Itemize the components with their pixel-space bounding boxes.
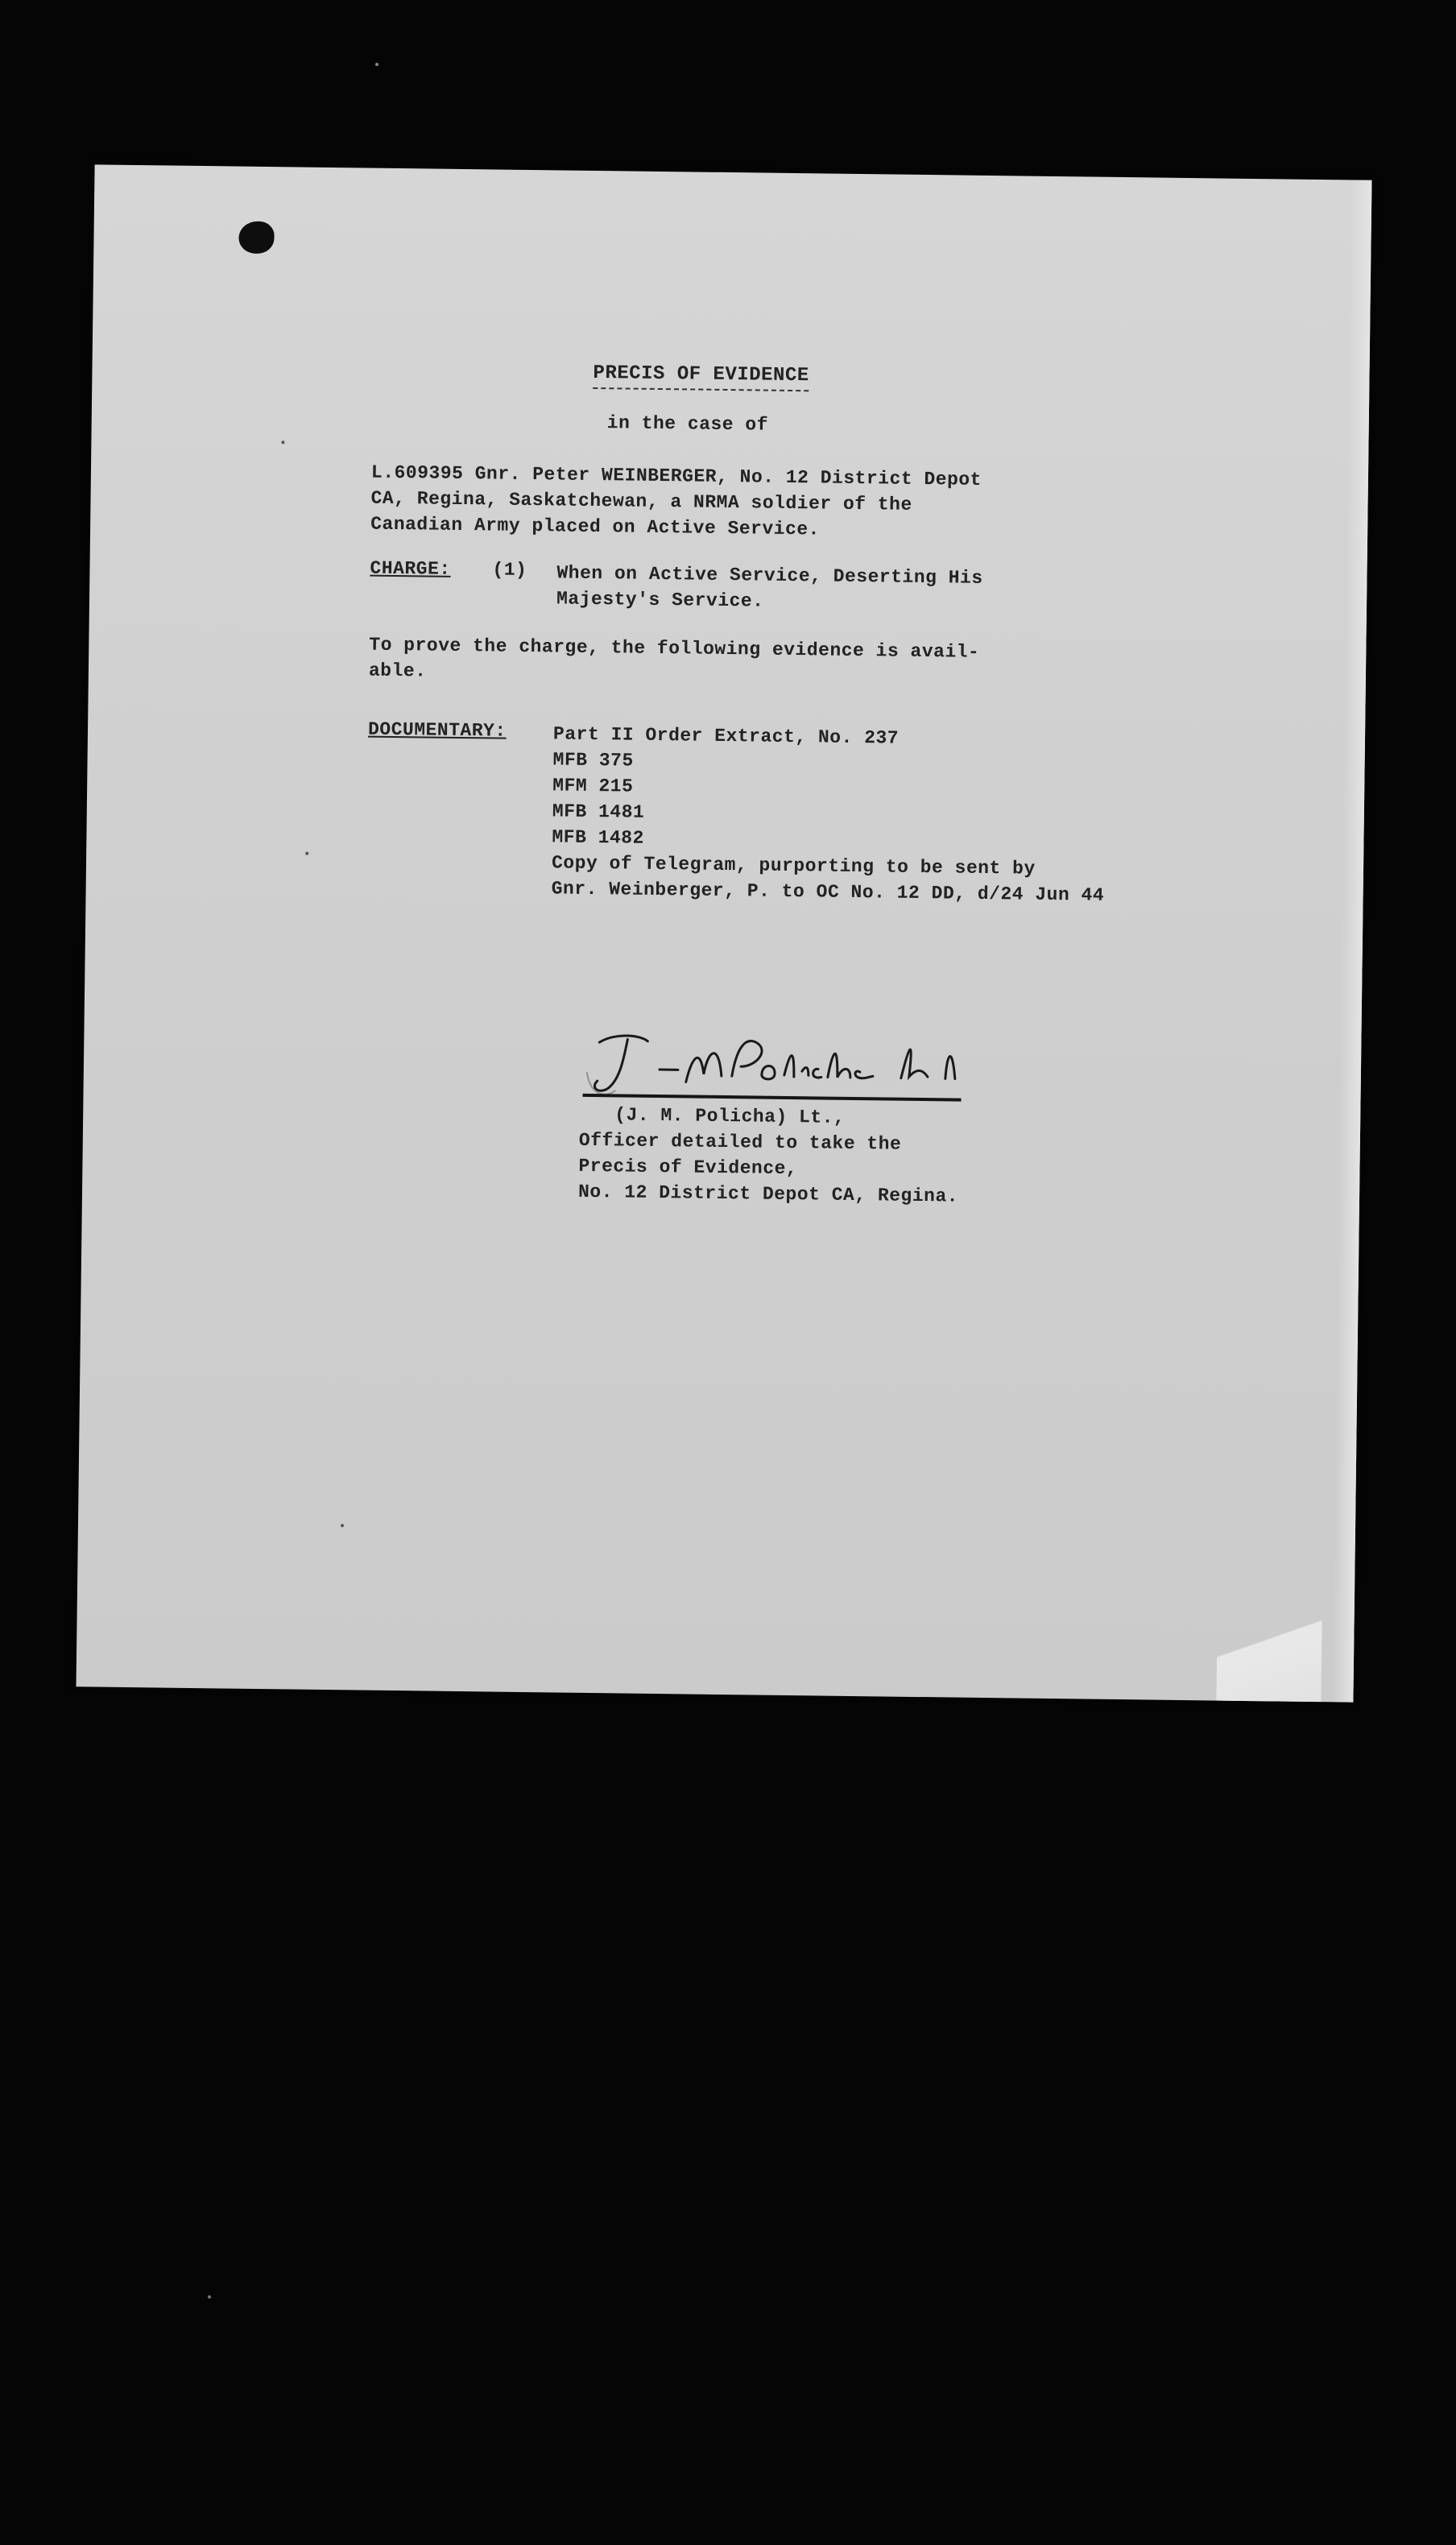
- document-subtitle: in the case of: [606, 412, 769, 436]
- subject-line: CA, Regina, Saskatchewan, a NRMA soldier of the: [370, 487, 912, 515]
- speck: [375, 63, 378, 66]
- documentary-item: MFB 1481: [552, 801, 645, 823]
- charge-text: [556, 560, 983, 616]
- signature-block: [578, 1102, 960, 1210]
- charge-line: Majesty's Service.: [556, 588, 764, 612]
- documentary-list: [551, 721, 1106, 908]
- page-fold: [1216, 1556, 1322, 1703]
- charge-number: (1): [492, 559, 527, 581]
- speck: [281, 441, 284, 444]
- signature-line: (J. M. Policha) Lt.,: [614, 1104, 846, 1128]
- documentary-label: DOCUMENTARY:: [367, 718, 507, 742]
- documentary-item: MFB 1482: [552, 826, 645, 849]
- page-edge: [1332, 180, 1371, 1702]
- documentary-item: Copy of Telegram, purporting to be sent by: [551, 852, 1036, 879]
- prove-paragraph: [369, 632, 980, 691]
- signature-line: No. 12 District Depot CA, Regina.: [577, 1181, 959, 1207]
- speck: [341, 1524, 344, 1527]
- charge-line: When on Active Service, Deserting His: [556, 562, 983, 589]
- subject-line: L.609395 Gnr. Peter WEINBERGER, No. 12 District Depot: [370, 461, 982, 490]
- prove-line: able.: [368, 660, 427, 682]
- document-page: [77, 164, 1372, 1702]
- ink-blot: [238, 221, 274, 254]
- speck: [305, 852, 308, 855]
- speck: [208, 2295, 211, 2299]
- documentary-item: MFM 215: [552, 775, 634, 797]
- charge-label: CHARGE:: [370, 557, 451, 580]
- documentary-item: Gnr. Weinberger, P. to OC No. 12 DD, d/24 Jun 44: [551, 878, 1105, 906]
- handwritten-signature: [583, 1024, 987, 1102]
- prove-line: To prove the charge, the following evidence is avail-: [369, 634, 980, 663]
- documentary-item: MFB 375: [552, 749, 634, 772]
- subject-line: Canadian Army placed on Active Service.: [370, 513, 821, 540]
- signature-line: Officer detailed to take the: [578, 1129, 902, 1155]
- documentary-item: Part II Order Extract, No. 237: [552, 723, 900, 749]
- document-title: PRECIS OF EVIDENCE: [593, 362, 809, 391]
- signature-line: Precis of Evidence,: [578, 1155, 798, 1180]
- subject-paragraph: [370, 460, 982, 544]
